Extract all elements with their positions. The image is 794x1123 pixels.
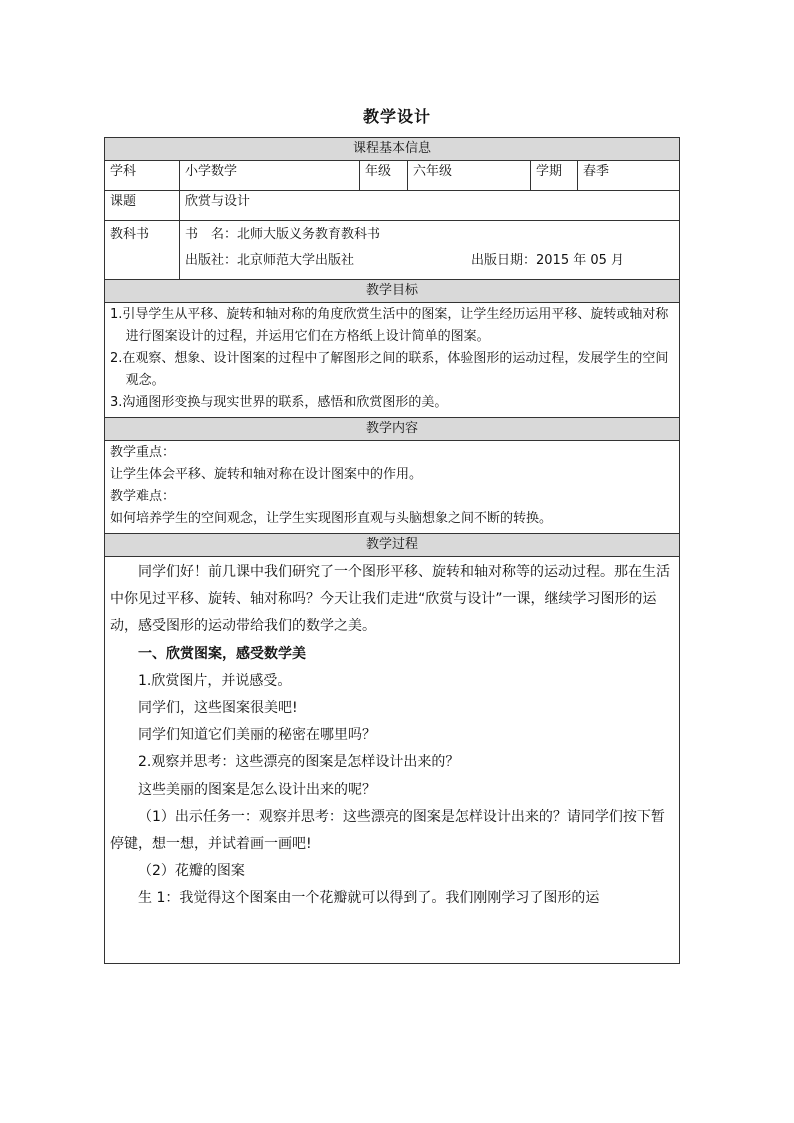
lesson-plan-table <box>104 137 680 964</box>
publisher: 出版社：北京师范大学出版社 <box>185 253 355 268</box>
goal-item: 2.在观察、想象、设计图案的过程中了解图形之间的联系，体验图形的运动过程，发展学生的空间观念。 <box>110 351 669 388</box>
subject-value: 小学数学 <box>180 161 360 191</box>
paragraph: 同学们知道它们美丽的秘密在哪里吗？ <box>138 727 376 744</box>
goal-item: 3.沟通图形变换与现实世界的联系，感悟和欣赏图形的美。 <box>110 395 448 410</box>
goals-header: 教学目标 <box>105 280 680 303</box>
term-label: 学期 <box>531 161 578 191</box>
paragraph: 这些美丽的图案是怎么设计出来的呢？ <box>138 781 376 798</box>
content-header: 教学内容 <box>105 418 680 441</box>
paragraph: 同学们，这些图案很美吧! <box>138 700 298 717</box>
task-1: （1）出示任务一：观察并思考：这些漂亮的图案是怎样设计出来的？请同学们按下暂停键，想一想，并试着画一画吧! <box>110 808 665 853</box>
sub-heading: （2）花瓣的图案 <box>138 863 245 880</box>
difficulty-text: 如何培养学生的空间观念，让学生实现图形直观与头脑想象之间不断的转换。 <box>110 511 553 526</box>
goal-item: 1.引导学生从平移、旋转和轴对称的角度欣赏生活中的图案，让学生经历运用平移、旋转或轴对称进行图案设计的过程，并运用它们在方格纸上设计简单的图案。 <box>110 307 669 344</box>
book-name: 书 名：北师大版义务教育教科书 <box>185 227 381 242</box>
topic-value: 欣赏与设计 <box>180 191 680 221</box>
student-answer: 生 1：我觉得这个图案由一个花瓣就可以得到了。我们刚刚学习了图形的运 <box>138 890 600 907</box>
subject-label: 学科 <box>105 161 180 191</box>
section-heading: 一、欣赏图案，感受数学美 <box>138 645 306 662</box>
basic-info-header: 课程基本信息 <box>105 138 680 161</box>
topic-label: 课题 <box>105 191 180 221</box>
key-point-label: 教学重点： <box>110 445 176 460</box>
step-2: 2.观察并思考：这些漂亮的图案是怎样设计出来的？ <box>138 754 460 771</box>
page-title: 教学设计 <box>362 107 431 126</box>
grade-value: 六年级 <box>408 161 531 191</box>
textbook-label: 教科书 <box>105 221 180 280</box>
step-1: 1.欣赏图片，并说感受。 <box>138 672 292 689</box>
key-point-text: 让学生体会平移、旋转和轴对称在设计图案中的作用。 <box>110 467 423 482</box>
publish-date: 出版日期：2015 年 05 月 <box>471 253 625 268</box>
term-value: 春季 <box>578 161 680 191</box>
difficulty-label: 教学难点： <box>110 489 176 504</box>
grade-label: 年级 <box>360 161 408 191</box>
process-header: 教学过程 <box>105 534 680 557</box>
intro-paragraph: 同学们好！前几课中我们研究了一个图形平移、旋转和轴对称等的运动过程。那在生活中你见过平移、旋转、轴对称吗？今天让我们走进“欣赏与设计”一课，继续学习图形的运动，感受图形的运动带给我们的数学之美。 <box>110 564 670 635</box>
